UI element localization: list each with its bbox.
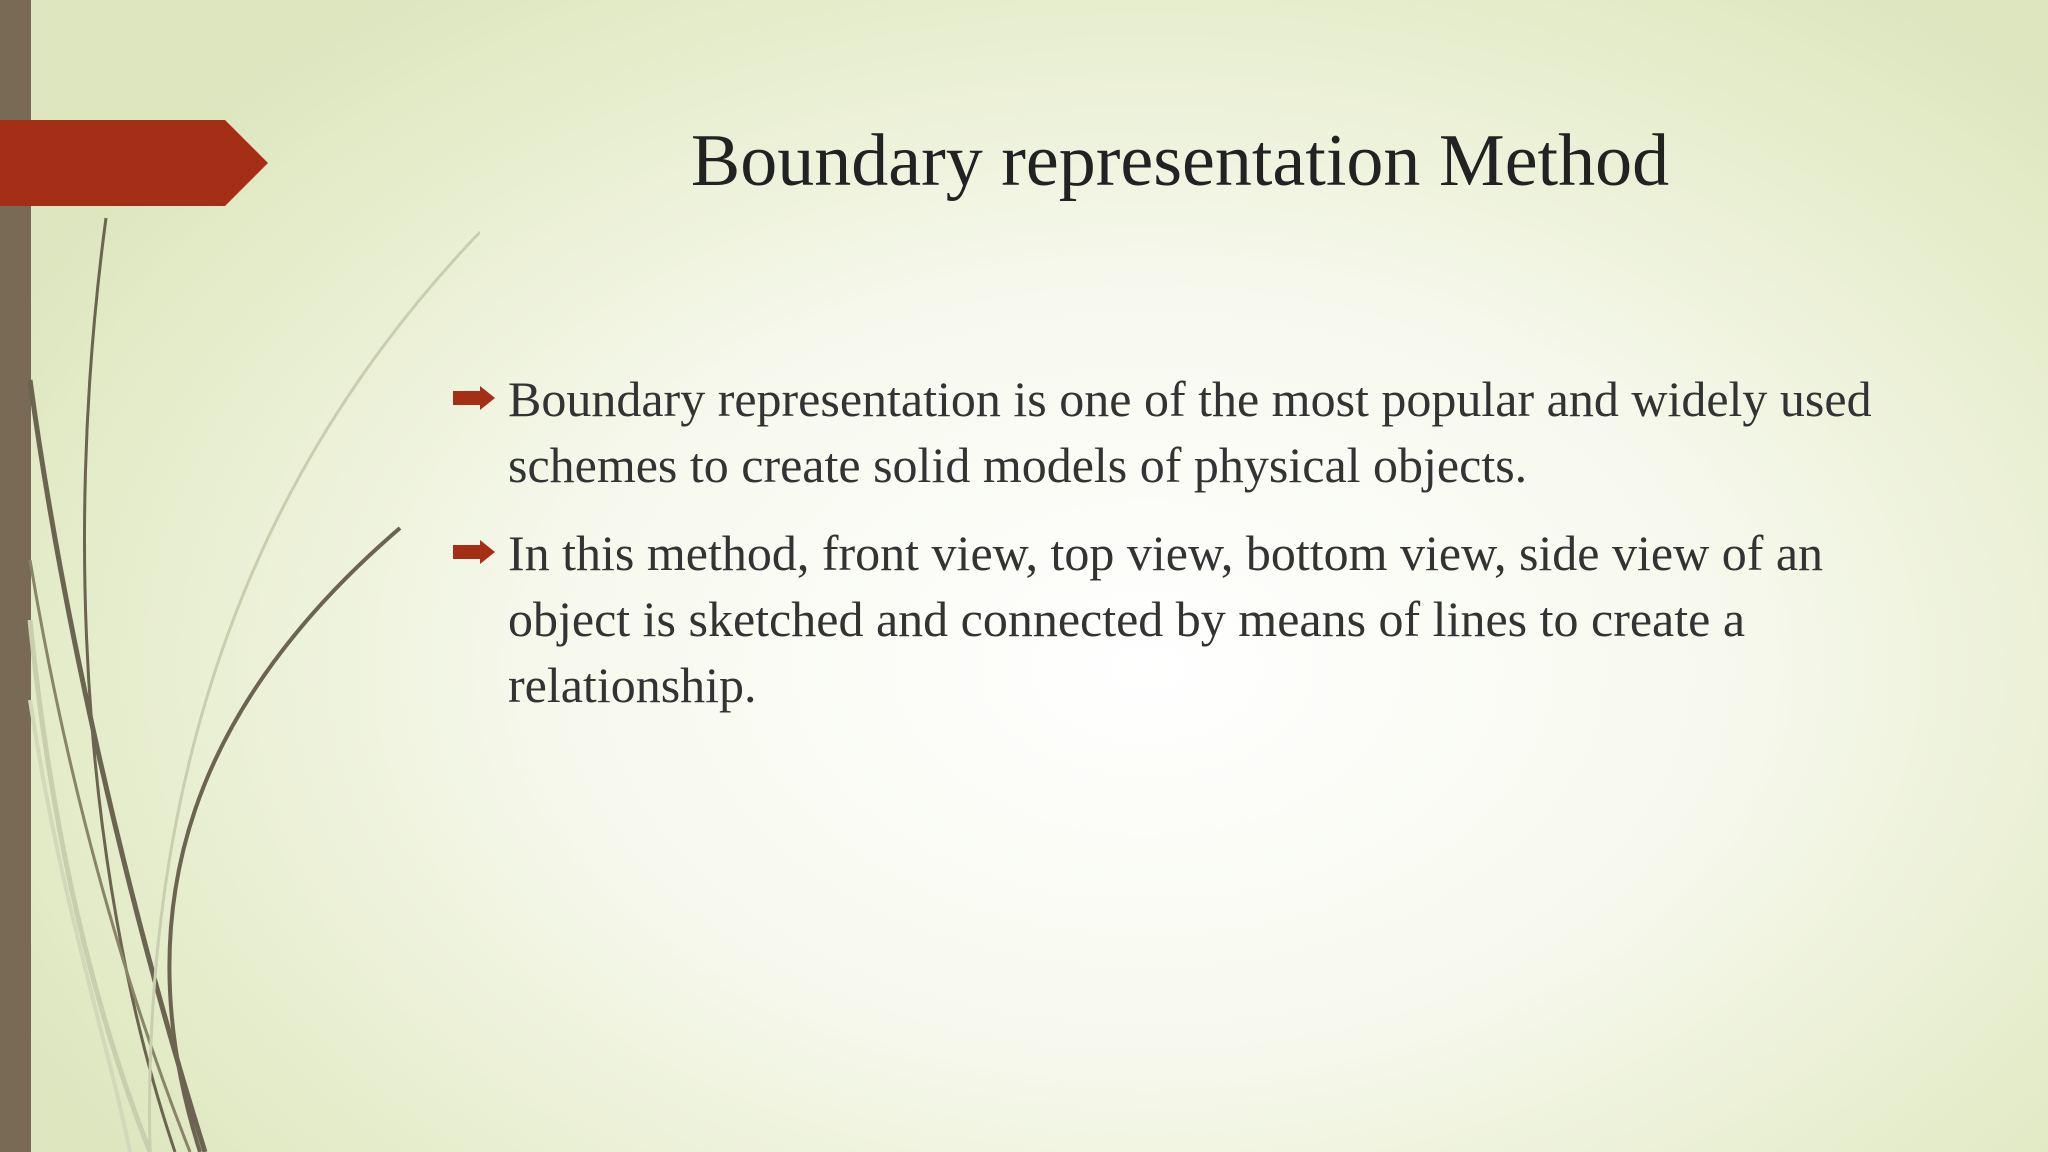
bullet-item [450, 520, 1950, 718]
bullet-text: Boundary representation is one of the most popular and widely used schemes to create solid models of physical objects. [508, 371, 1872, 493]
slide-title: Boundary representation Method [690, 120, 1670, 202]
bullet-item [450, 366, 1950, 498]
title-arrow-tab-icon [0, 120, 270, 206]
arrow-bullet-icon [453, 386, 495, 410]
bullet-list [450, 366, 1950, 740]
bullet-text: In this method, front view, top view, bottom view, side view of an object is sketched and connected by means of lines to create a relationship. [508, 525, 1824, 713]
arrow-bullet-icon [453, 540, 495, 564]
